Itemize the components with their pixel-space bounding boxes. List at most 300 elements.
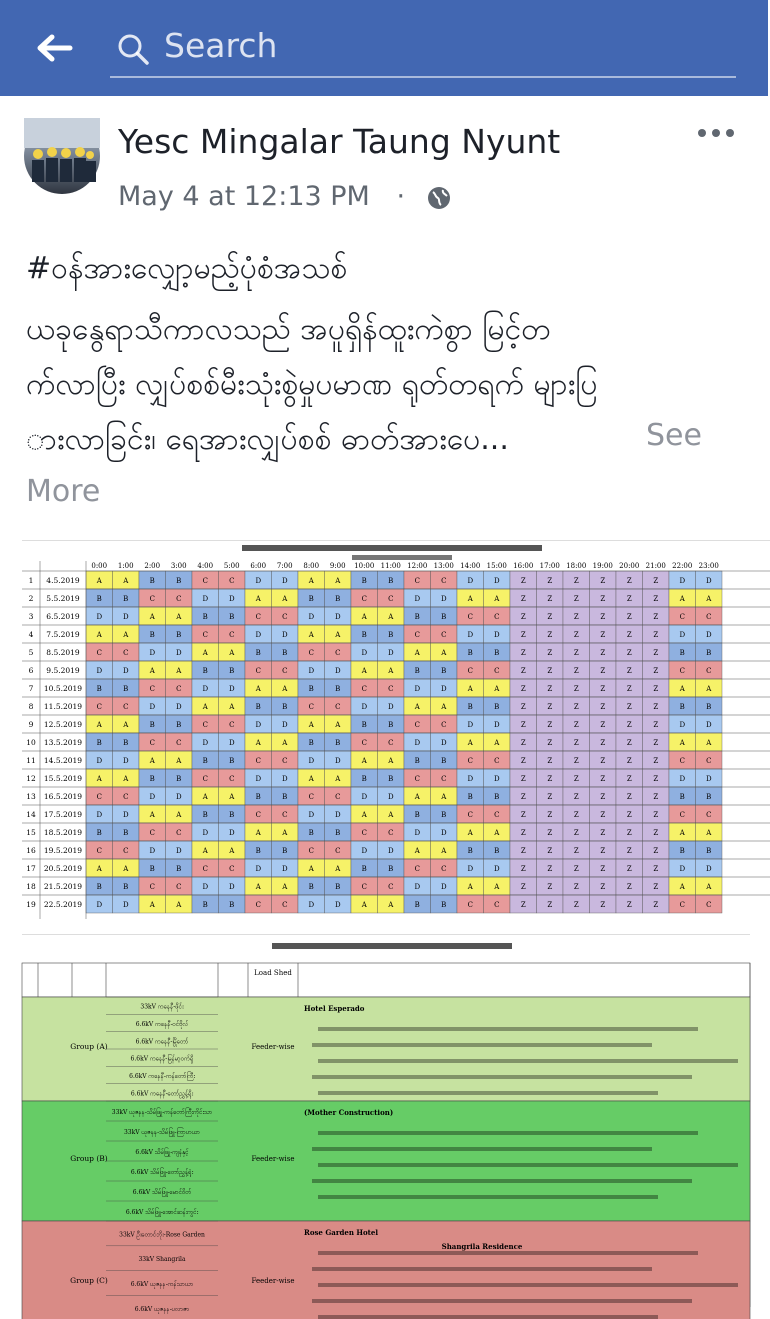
row-date: 7.5.2019 — [46, 630, 80, 639]
schedule-cell-letter: A — [123, 721, 129, 729]
search-input[interactable] — [110, 20, 736, 78]
schedule-cell-letter: B — [229, 811, 235, 819]
row-number: 3 — [28, 612, 34, 621]
schedule-cell-letter: D — [308, 613, 315, 621]
schedule-cell-letter: D — [493, 721, 500, 729]
schedule-cell-letter: B — [229, 613, 235, 621]
schedule-cell-letter: Z — [626, 649, 632, 657]
schedule-cell-letter: Z — [626, 739, 632, 747]
schedule-cell-letter: D — [440, 595, 447, 603]
author-name[interactable]: Yesc Mingalar Taung Nyunt — [118, 122, 561, 161]
schedule-cell-letter: B — [202, 757, 208, 765]
feeder-name: 6.6kV ယုဇနန-ပလာဇာ — [134, 1305, 190, 1313]
schedule-cell-letter: Z — [653, 667, 659, 675]
schedule-cell-letter: Z — [653, 595, 659, 603]
schedule-cell-letter: B — [679, 793, 685, 801]
schedule-cell-letter: C — [441, 631, 447, 639]
schedule-cell-letter: A — [123, 631, 129, 639]
schedule-cell-letter: B — [202, 667, 208, 675]
schedule-cell-letter: Z — [573, 685, 579, 693]
top-navigation-bar — [0, 0, 768, 96]
schedule-cell-letter: D — [334, 901, 341, 909]
hour-label: 22:00 — [672, 562, 693, 570]
schedule-cell-letter: D — [122, 901, 129, 909]
schedule-cell-letter: B — [335, 829, 341, 837]
hour-label: 9:00 — [329, 562, 346, 570]
schedule-cell-letter: A — [467, 685, 473, 693]
schedule-cell-letter: D — [440, 829, 447, 837]
schedule-cell-letter: Z — [626, 883, 632, 891]
schedule-cell-letter: C — [467, 901, 473, 909]
schedule-cell-letter: D — [414, 685, 421, 693]
schedule-cell-letter: Z — [573, 595, 579, 603]
schedule-cell-letter: Z — [547, 901, 553, 909]
schedule-cell-letter: C — [414, 631, 420, 639]
schedule-cell-letter: D — [149, 703, 156, 711]
area-note: (Mother Construction) — [304, 1108, 394, 1117]
schedule-cell-letter: Z — [547, 577, 553, 585]
post-body — [26, 302, 738, 467]
schedule-cell-letter: C — [96, 793, 102, 801]
row-number: 17 — [26, 864, 36, 873]
schedule-cell-letter: B — [494, 649, 500, 657]
see-more-link-cont[interactable]: More — [26, 474, 101, 509]
schedule-cell-letter: A — [229, 703, 235, 711]
schedule-cell-letter: Z — [653, 649, 659, 657]
schedule-cell-letter: B — [176, 577, 182, 585]
text-line-placeholder — [318, 1027, 698, 1031]
schedule-cell-letter: D — [705, 865, 712, 873]
schedule-cell-letter: A — [467, 739, 473, 747]
schedule-cell-letter: Z — [520, 577, 526, 585]
table-subtitle-bar — [352, 555, 452, 560]
schedule-cell-letter: D — [387, 649, 394, 657]
schedule-cell-letter: A — [706, 829, 712, 837]
schedule-cell-letter: B — [388, 865, 394, 873]
schedule-cell-letter: A — [123, 865, 129, 873]
schedule-cell-letter: B — [149, 721, 155, 729]
schedule-cell-letter: Z — [573, 703, 579, 711]
row-date: 12.5.2019 — [43, 720, 83, 729]
schedule-cell-letter: Z — [547, 775, 553, 783]
schedule-cell-letter: B — [467, 703, 473, 711]
row-date: 8.5.2019 — [46, 648, 80, 657]
hour-label: 5:00 — [223, 562, 240, 570]
schedule-cell-letter: C — [414, 721, 420, 729]
feeder-name: 33kV ကနေနီ-ဖိုင်း — [140, 1003, 184, 1011]
schedule-cell-letter: Z — [600, 613, 606, 621]
schedule-cell-letter: Z — [626, 721, 632, 729]
schedule-cell-letter: D — [467, 577, 474, 585]
schedule-cell-letter: A — [176, 811, 182, 819]
schedule-cell-letter: C — [149, 595, 155, 603]
schedule-cell-letter: Z — [626, 811, 632, 819]
schedule-cell-letter: Z — [626, 775, 632, 783]
schedule-cell-letter: Z — [653, 685, 659, 693]
schedule-cell-letter: D — [308, 901, 315, 909]
schedule-cell-letter: Z — [653, 901, 659, 909]
group-table — [22, 935, 750, 1313]
schedule-cell-letter: A — [123, 775, 129, 783]
schedule-cell-letter: C — [361, 739, 367, 747]
schedule-cell-letter: A — [679, 739, 685, 747]
schedule-cell-letter: Z — [520, 595, 526, 603]
schedule-cell-letter: Z — [653, 847, 659, 855]
schedule-cell-letter: C — [202, 631, 208, 639]
schedule-cell-letter: A — [706, 739, 712, 747]
schedule-cell-letter: B — [176, 865, 182, 873]
hour-label: 11:00 — [380, 562, 401, 570]
schedule-cell-letter: D — [175, 649, 182, 657]
schedule-cell-letter: C — [96, 847, 102, 855]
schedule-cell-letter: B — [414, 613, 420, 621]
row-number: 13 — [26, 792, 36, 801]
post-timestamp[interactable]: May 4 at 12:13 PM — [118, 181, 370, 212]
schedule-cell-letter: D — [228, 829, 235, 837]
schedule-cell-letter: A — [335, 721, 341, 729]
schedule-cell-letter: D — [202, 685, 209, 693]
schedule-cell-letter: B — [335, 595, 341, 603]
schedule-cell-letter: C — [679, 667, 685, 675]
schedule-cell-letter: B — [706, 793, 712, 801]
schedule-cell-letter: D — [493, 631, 500, 639]
schedule-cell-letter: B — [229, 667, 235, 675]
schedule-cell-letter: C — [282, 901, 288, 909]
schedule-cell-letter: Z — [600, 847, 606, 855]
schedule-cell-letter: D — [122, 613, 129, 621]
schedule-cell-letter: C — [494, 901, 500, 909]
schedule-cell-letter: C — [255, 757, 261, 765]
hour-label: 23:00 — [698, 562, 719, 570]
schedule-cell-letter: A — [96, 865, 102, 873]
schedule-cell-letter: Z — [573, 901, 579, 909]
schedule-cell-letter: C — [176, 595, 182, 603]
schedule-cell-letter: D — [334, 757, 341, 765]
hour-label: 20:00 — [619, 562, 640, 570]
schedule-cell-letter: Z — [573, 757, 579, 765]
schedule-cell-letter: A — [361, 613, 367, 621]
schedule-cell-letter: Z — [547, 883, 553, 891]
schedule-cell-letter: B — [282, 649, 288, 657]
row-date: 19.5.2019 — [43, 846, 83, 855]
schedule-cell-letter: Z — [653, 613, 659, 621]
schedule-cell-letter: C — [441, 865, 447, 873]
schedule-cell-letter: C — [388, 685, 394, 693]
row-number: 9 — [28, 720, 34, 729]
feeder-name: 33kV ယုဇနန-သိမ်ဖြူ-ကြာဟယာ — [123, 1129, 201, 1136]
schedule-cell-letter: B — [388, 577, 394, 585]
schedule-cell-letter: Z — [573, 613, 579, 621]
schedule-cell-letter: Z — [626, 613, 632, 621]
schedule-cell-letter: Z — [573, 631, 579, 639]
schedule-cell-letter: C — [467, 613, 473, 621]
schedule-cell-letter: A — [229, 847, 235, 855]
schedule-cell-letter: C — [679, 901, 685, 909]
schedule-cell-letter: C — [361, 883, 367, 891]
search-underline — [110, 76, 736, 78]
schedule-cell-letter: B — [123, 829, 129, 837]
schedule-cell-letter: A — [96, 775, 102, 783]
schedule-cell-letter: A — [441, 649, 447, 657]
post-hashtag[interactable]: #ဝန်အားလျှော့မည့်ပုံစံအသစ် — [26, 251, 348, 286]
schedule-cell-letter: B — [149, 865, 155, 873]
schedule-cell-letter: B — [335, 739, 341, 747]
schedule-cell-letter: Z — [653, 757, 659, 765]
schedule-cell-letter: Z — [547, 757, 553, 765]
schedule-cell-letter: D — [96, 811, 103, 819]
schedule-cell-letter: A — [202, 847, 208, 855]
back-arrow-icon[interactable] — [34, 28, 74, 68]
schedule-cell-letter: A — [388, 667, 394, 675]
schedule-cell-letter: A — [229, 649, 235, 657]
schedule-cell-letter: A — [414, 649, 420, 657]
schedule-cell-letter: D — [96, 757, 103, 765]
author-avatar[interactable] — [24, 118, 100, 194]
schedule-cell-letter: Z — [520, 775, 526, 783]
schedule-cell-letter: D — [334, 613, 341, 621]
schedule-cell-letter: C — [123, 649, 129, 657]
schedule-cell-letter: B — [361, 865, 367, 873]
schedule-cell-letter: D — [440, 685, 447, 693]
schedule-cell-letter: C — [467, 811, 473, 819]
row-number: 8 — [28, 702, 34, 711]
schedule-cell-letter: Z — [547, 649, 553, 657]
schedule-cell-letter: A — [282, 829, 288, 837]
schedule-cell-letter: D — [361, 703, 368, 711]
schedule-cell-letter: B — [494, 847, 500, 855]
schedule-cell-letter: D — [175, 703, 182, 711]
schedule-cell-letter: Z — [626, 703, 632, 711]
row-date: 11.5.2019 — [43, 702, 83, 711]
row-number: 6 — [28, 666, 34, 675]
schedule-cell-letter: Z — [600, 865, 606, 873]
schedule-cell-letter: Z — [600, 703, 606, 711]
see-more-link[interactable]: See — [646, 418, 702, 453]
schedule-cell-letter: C — [149, 685, 155, 693]
schedule-cell-letter: B — [176, 775, 182, 783]
schedule-cell-letter: C — [229, 631, 235, 639]
feeder-mode: Feeder-wise — [251, 1043, 295, 1051]
post-body-line: ားလာခြင်း၊ ရေအားလျှပ်စစ် ဓာတ်အားပေ... — [26, 422, 509, 457]
schedule-cell-letter: Z — [600, 631, 606, 639]
schedule-cell-letter: A — [308, 775, 314, 783]
schedule-cell-letter: Z — [573, 883, 579, 891]
schedule-cell-letter: D — [228, 685, 235, 693]
schedule-cell-letter: D — [308, 757, 315, 765]
schedule-cell-letter: C — [441, 577, 447, 585]
schedule-cell-letter: D — [467, 721, 474, 729]
schedule-cell-letter: Z — [626, 631, 632, 639]
schedule-cell-letter: A — [441, 847, 447, 855]
schedule-cell-letter: A — [388, 757, 394, 765]
schedule-cell-letter: C — [388, 829, 394, 837]
schedule-cell-letter: C — [176, 685, 182, 693]
more-options-icon[interactable] — [696, 118, 736, 148]
schedule-cell-letter: Z — [626, 829, 632, 837]
schedule-cell-letter: Z — [547, 811, 553, 819]
row-date: 18.5.2019 — [43, 828, 83, 837]
schedule-cell-letter: B — [467, 649, 473, 657]
schedule-cell-letter: C — [308, 649, 314, 657]
schedule-cell-letter: C — [679, 757, 685, 765]
schedule-cell-letter: D — [281, 631, 288, 639]
schedule-cell-letter: C — [202, 721, 208, 729]
schedule-cell-letter: Z — [520, 667, 526, 675]
hour-label: 4:00 — [197, 562, 214, 570]
schedule-cell-letter: C — [96, 703, 102, 711]
schedule-cell-letter: B — [679, 847, 685, 855]
row-number: 4 — [28, 630, 34, 639]
schedule-cell-letter: B — [96, 595, 102, 603]
schedule-cell-letter: D — [308, 667, 315, 675]
schedule-cell-letter: B — [308, 595, 314, 603]
row-date: 20.5.2019 — [43, 864, 83, 873]
feeder-name: 6.6kV သိမ်ဖြူ-အောင်ဆန်းကွင်း — [125, 1209, 199, 1216]
schedule-cell-letter: C — [176, 829, 182, 837]
group-table-image[interactable] — [22, 934, 750, 1313]
text-line-placeholder — [312, 1179, 692, 1183]
row-date: 14.5.2019 — [43, 756, 83, 765]
schedule-cell-letter: Z — [520, 721, 526, 729]
schedule-cell-letter: A — [467, 883, 473, 891]
row-number: 10 — [26, 738, 36, 747]
schedule-cell-letter: C — [414, 775, 420, 783]
schedule-cell-letter: Z — [547, 613, 553, 621]
schedule-cell-letter: B — [255, 703, 261, 711]
schedule-cell-letter: C — [255, 613, 261, 621]
schedule-cell-letter: D — [493, 865, 500, 873]
schedule-cell-letter: Z — [653, 793, 659, 801]
schedule-cell-letter: D — [202, 739, 209, 747]
area-note: Rose Garden Hotel — [304, 1228, 379, 1237]
text-line-placeholder — [318, 1251, 698, 1255]
row-number: 18 — [26, 882, 36, 891]
hour-label: 14:00 — [460, 562, 481, 570]
schedule-cell-letter: Z — [573, 847, 579, 855]
schedule-cell-letter: B — [388, 721, 394, 729]
search-icon — [116, 32, 150, 66]
schedule-cell-letter: B — [335, 685, 341, 693]
schedule-cell-letter: D — [414, 829, 421, 837]
globe-icon — [426, 181, 452, 212]
schedule-cell-letter: A — [149, 757, 155, 765]
schedule-cell-letter: A — [282, 595, 288, 603]
schedule-cell-letter: D — [281, 865, 288, 873]
schedule-cell-letter: Z — [520, 829, 526, 837]
schedule-cell-letter: A — [361, 901, 367, 909]
row-date: 9.5.2019 — [46, 666, 80, 675]
schedule-cell-letter: B — [202, 901, 208, 909]
hour-label: 8:00 — [303, 562, 320, 570]
schedule-cell-letter: D — [255, 865, 262, 873]
schedule-cell-letter: C — [229, 865, 235, 873]
schedule-cell-letter: D — [440, 739, 447, 747]
schedule-cell-letter: Z — [520, 811, 526, 819]
schedule-cell-letter: D — [414, 739, 421, 747]
schedule-cell-letter: C — [255, 811, 261, 819]
schedule-table-image[interactable] — [22, 540, 770, 919]
schedule-cell-letter: D — [255, 721, 262, 729]
schedule-cell-letter: Z — [573, 865, 579, 873]
schedule-cell-letter: C — [467, 667, 473, 675]
group-label: Group (B) — [70, 1154, 108, 1163]
schedule-cell-letter: B — [96, 829, 102, 837]
schedule-cell-letter: A — [96, 631, 102, 639]
schedule-cell-letter: B — [96, 739, 102, 747]
schedule-cell-letter: B — [149, 577, 155, 585]
text-line-placeholder — [312, 1075, 692, 1079]
table-title-bar — [242, 545, 542, 551]
schedule-cell-letter: Z — [520, 685, 526, 693]
schedule-cell-letter: D — [387, 847, 394, 855]
schedule-cell-letter: D — [705, 577, 712, 585]
schedule-cell-letter: D — [387, 703, 394, 711]
row-number: 16 — [26, 846, 36, 855]
schedule-cell-letter: A — [706, 883, 712, 891]
schedule-cell-letter: Z — [573, 829, 579, 837]
text-line-placeholder — [318, 1163, 738, 1167]
schedule-cell-letter: C — [414, 865, 420, 873]
row-number: 11 — [26, 756, 36, 765]
schedule-cell-letter: C — [388, 595, 394, 603]
schedule-cell-letter: Z — [653, 721, 659, 729]
schedule-cell-letter: Z — [573, 775, 579, 783]
schedule-cell-letter: Z — [547, 667, 553, 675]
schedule-cell-letter: B — [679, 649, 685, 657]
schedule-cell-letter: A — [388, 811, 394, 819]
schedule-cell-letter: C — [361, 595, 367, 603]
schedule-cell-letter: D — [679, 577, 686, 585]
schedule-cell-letter: A — [335, 865, 341, 873]
schedule-cell-letter: C — [282, 667, 288, 675]
schedule-cell-letter: D — [308, 811, 315, 819]
schedule-cell-letter: A — [494, 595, 500, 603]
schedule-cell-letter: B — [96, 685, 102, 693]
schedule-cell-letter: B — [388, 631, 394, 639]
schedule-cell-letter: A — [388, 613, 394, 621]
schedule-cell-letter: A — [255, 829, 261, 837]
schedule-cell-letter: A — [441, 793, 447, 801]
schedule-cell-letter: Z — [547, 595, 553, 603]
schedule-cell-letter: Z — [573, 793, 579, 801]
schedule-cell-letter: B — [414, 901, 420, 909]
schedule-cell-letter: Z — [520, 613, 526, 621]
schedule-cell-letter: D — [679, 721, 686, 729]
schedule-cell-letter: D — [467, 775, 474, 783]
text-line-placeholder — [318, 1283, 738, 1287]
hour-label: 10:00 — [354, 562, 375, 570]
schedule-cell-letter: Z — [626, 793, 632, 801]
feeder-name: 6.6kV သိမ်ဖြူ-မောင်ဝိတ် — [132, 1189, 192, 1196]
feeder-mode: Feeder-wise — [251, 1277, 295, 1285]
row-date: 21.5.2019 — [43, 882, 83, 891]
post-body-line: က်လာပြီး လျှပ်စစ်မီးသုံးစွဲမှုပမာဏ ရုတ်တရက် များပြ — [26, 367, 598, 402]
schedule-cell-letter: D — [149, 649, 156, 657]
text-line-placeholder — [318, 1315, 658, 1319]
schedule-cell-letter: Z — [520, 793, 526, 801]
schedule-cell-letter: Z — [600, 757, 606, 765]
schedule-cell-letter: A — [96, 577, 102, 585]
schedule-cell-letter: Z — [626, 847, 632, 855]
area-note: Hotel Esperado — [304, 1004, 365, 1013]
schedule-cell-letter: D — [334, 667, 341, 675]
schedule-cell-letter: A — [414, 793, 420, 801]
schedule-cell-letter: D — [440, 883, 447, 891]
schedule-cell-letter: Z — [626, 901, 632, 909]
schedule-cell-letter: A — [282, 883, 288, 891]
text-line-placeholder — [318, 1059, 738, 1063]
schedule-cell-letter: Z — [573, 649, 579, 657]
